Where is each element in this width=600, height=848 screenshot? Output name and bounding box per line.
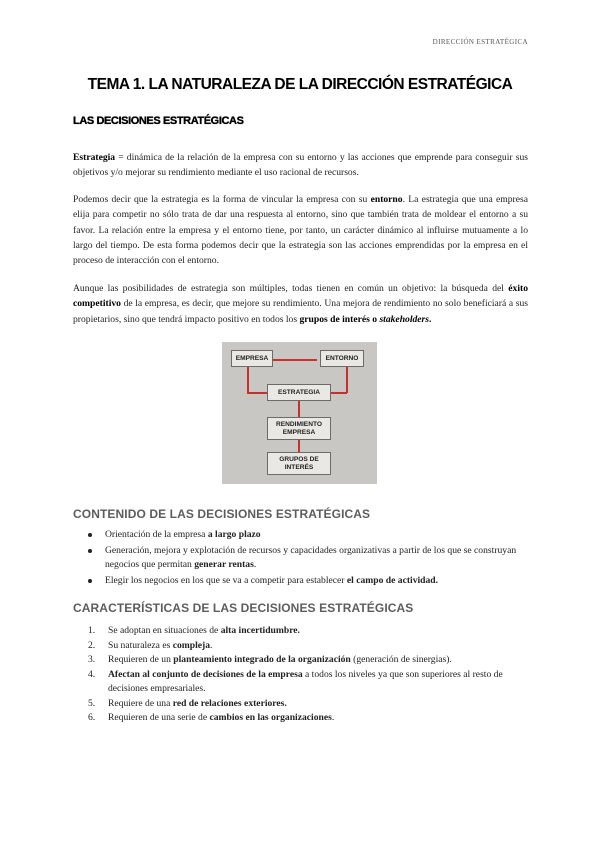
section-heading-caracteristicas: CARACTERÍSTICAS DE LAS DECISIONES ESTRATÉGICAS [73, 601, 414, 615]
box-estrategia: ESTRATEGIA [267, 384, 331, 401]
list-item [88, 574, 528, 589]
item-number: 3. [88, 654, 96, 665]
running-header: DIRECCIÓN ESTRATÉGICA [432, 38, 528, 46]
line-rendimiento-grupos [298, 440, 300, 452]
item-number: 6. [88, 712, 96, 723]
paragraph-entorno [73, 192, 528, 268]
text-span: Su naturaleza es [108, 639, 173, 651]
bold-grupos: grupos de interés [299, 313, 370, 325]
list-item [88, 544, 528, 573]
text-span: de la empresa, es decir, que mejore su rendimiento. Una mejora de rendimiento no solo beneficiará a sus propietarios, sino que tendrá impacto positivo en todos los [73, 298, 528, 325]
term-estrategia: Estrategia [73, 152, 116, 163]
bold-stakeholders: stakeholders [379, 313, 430, 325]
list-item [88, 639, 528, 654]
list-item [88, 653, 528, 668]
box-rendimiento: RENDIMIENTO EMPRESA [267, 417, 331, 440]
text-span: Generación, mejora y explotación de recursos y capacidades organizativas a partir de los que se construyan negocios que permitan [105, 544, 517, 570]
text-span: . [253, 559, 257, 570]
caracteristicas-list [88, 624, 528, 726]
box-empresa: EMPRESA [231, 350, 273, 367]
strategy-diagram [222, 342, 377, 484]
bold-text: a largo plazo [207, 529, 261, 540]
text-span: Se adoptan en situaciones de [108, 625, 221, 636]
list-item [88, 711, 528, 726]
bold-text: Afectan al conjunto de decisiones de la empresa [108, 668, 303, 680]
section-heading-decisiones: LAS DECISIONES ESTRATÉGICAS [73, 115, 244, 127]
contenido-list [88, 528, 528, 588]
text-span: (generación de sinergias). [350, 654, 452, 665]
text-span: o [369, 313, 380, 325]
box-grupos: GRUPOS DE INTERÉS [267, 452, 331, 475]
bold-text: red de relaciones exteriores. [172, 697, 287, 709]
line-empresa-entorno [271, 359, 317, 361]
paragraph-definition [73, 150, 528, 181]
bold-text: generar rentas [194, 559, 254, 570]
item-number: 4. [88, 668, 96, 680]
text-span: Aunque las posibilidades de estrategia son múltiples, todas tienen en común un objetivo: la búsqueda del [73, 283, 509, 294]
line-to-estrategia-right [330, 392, 347, 394]
text-span: Requieren de una serie de [108, 712, 210, 723]
bold-text: compleja [172, 639, 211, 651]
text-span: Podemos decir que la estrategia es la forma de vincular la empresa con su [73, 194, 371, 205]
box-entorno: ENTORNO [320, 350, 364, 367]
bold-text: el campo de actividad. [346, 574, 439, 586]
list-item [88, 528, 528, 543]
text-span: . [331, 712, 335, 723]
page-title: TEMA 1. LA NATURALEZA DE LA DIRECCIÓN ESTRATÉGICA [87, 76, 513, 93]
list-item [88, 697, 528, 712]
bold-text: alta incertidumbre. [220, 625, 300, 636]
paragraph-exito [73, 281, 528, 327]
text-span: Orientación de la empresa [105, 529, 208, 540]
item-number: 1. [88, 625, 96, 636]
item-number: 5. [88, 697, 96, 709]
line-empresa-down [247, 367, 249, 393]
line-estrategia-rendimiento [298, 401, 300, 417]
text-span: . [429, 313, 432, 325]
line-entorno-down [346, 367, 348, 393]
line-to-estrategia-left [247, 392, 267, 394]
list-item [88, 624, 528, 639]
item-number: 2. [88, 639, 96, 651]
definition-text: = dinámica de la relación de la empresa con su entorno y las acciones que emprende para conseguir sus objetivos y/o mejorar su rendimiento mediante el uso racional de recursos. [73, 152, 528, 179]
bold-exito: éxito competitivo [73, 283, 528, 310]
bold-text: cambios en las organizaciones [209, 712, 332, 723]
bold-text: planteamiento integrado de la organización [173, 654, 351, 665]
text-span: . La estrategia que una empresa elija para competir no sólo trata de dar una respuesta al entorno, sino que también trata de moldear el entorno a su favor. La relación entre la empresa y el entorno tiene, por tanto, un carácter dinámico al influirse mutuamente a lo largo del tiempo. De esta forma podemos decir que la estrategia son las acciones emprendidas por la empresa en el proceso de interacción con el entorno. [73, 194, 528, 267]
list-item [88, 668, 528, 697]
text-span: Elegir los negocios en los que se va a competir para establecer [105, 574, 347, 586]
text-span: Requiere de una [108, 697, 173, 709]
bold-entorno: entorno [370, 194, 403, 205]
text-span: . [210, 639, 213, 651]
section-heading-contenido: CONTENIDO DE LAS DECISIONES ESTRATÉGICAS [73, 507, 371, 521]
text-span: a todos los niveles ya que son superiores al resto de decisiones empresariales. [108, 668, 503, 694]
text-span: Requieren de un [108, 654, 174, 665]
